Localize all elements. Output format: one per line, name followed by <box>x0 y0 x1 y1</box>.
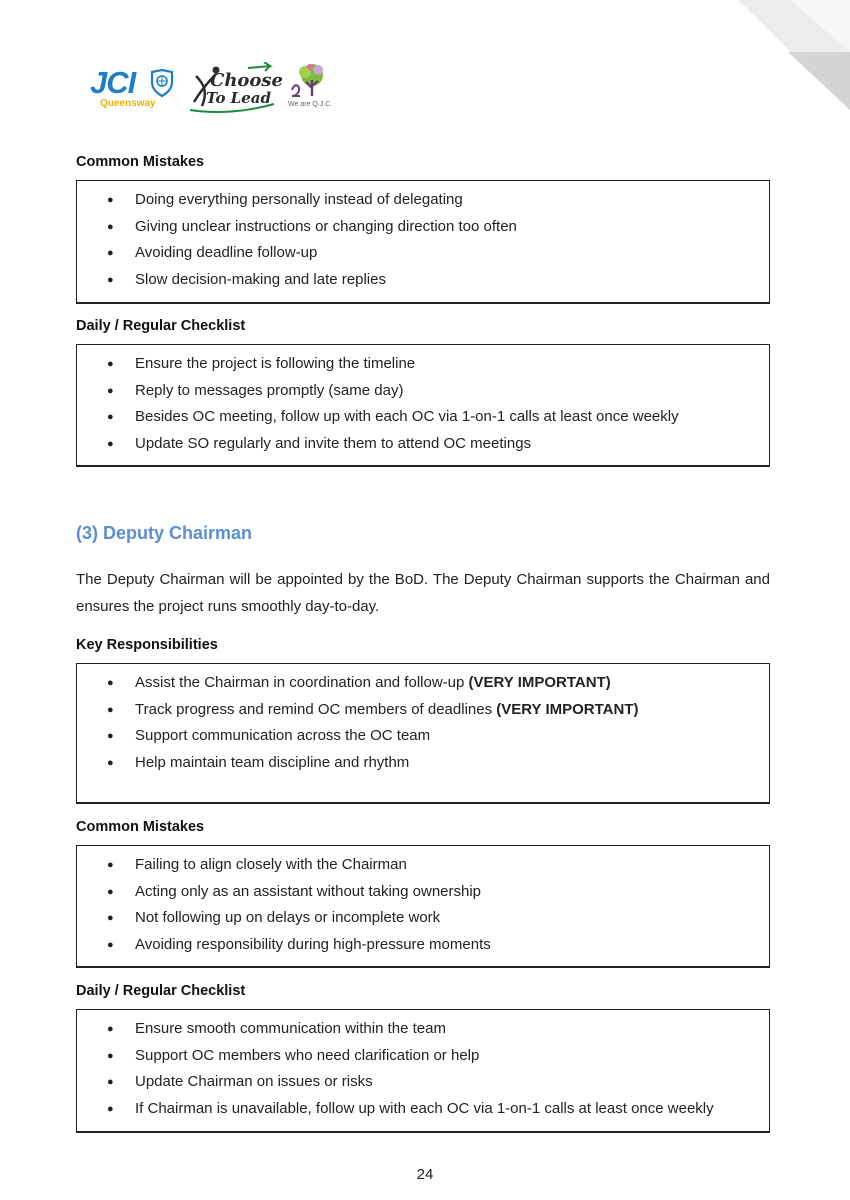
item-text: Track progress and remind OC members of deadlines <box>135 700 497 718</box>
list-item: ● Doing everything personally instead of delegating <box>107 187 517 214</box>
list-item: ● Update SO regularly and invite them to attend OC meetings <box>107 431 679 458</box>
choose-logo-line2: To Lead <box>206 89 271 107</box>
page-number: 24 <box>416 1166 434 1183</box>
list-item: ● Not following up on delays or incomplete work <box>107 905 491 932</box>
list-item: ● Acting only as an assistant without taking ownership <box>107 879 491 906</box>
common-mistakes-box <box>76 180 770 304</box>
checklist-heading: Daily / Regular Checklist <box>76 983 246 999</box>
list-item: ● Avoiding responsibility during high-pressure moments <box>107 932 491 959</box>
choose-logo-line1: Choose <box>210 70 284 91</box>
tree-logo <box>288 62 334 114</box>
key-responsibilities-list <box>107 670 639 777</box>
item-emphasis: (VERY IMPORTANT) <box>496 700 639 718</box>
item-text: Assist the Chairman in coordination and follow-up <box>135 674 469 691</box>
checklist-list <box>107 351 679 458</box>
choose-to-lead-logo <box>186 62 286 114</box>
jci-logo-subtitle: Queensway <box>100 98 156 109</box>
list-item: ● Reply to messages promptly (same day) <box>107 378 679 405</box>
key-responsibilities-box <box>76 663 770 804</box>
list-item <box>107 670 639 697</box>
section-heading: (3) Deputy Chairman <box>76 523 253 543</box>
jci-logo <box>90 63 182 113</box>
checklist-box <box>76 1009 770 1133</box>
header-logos <box>90 62 334 114</box>
jci-shield-icon <box>150 69 174 97</box>
item-emphasis: (VERY IMPORTANT) <box>468 674 611 691</box>
list-item: ● Failing to align closely with the Chairman <box>107 852 491 879</box>
list-item <box>107 750 639 777</box>
checklist-heading: Daily / Regular Checklist <box>76 318 246 334</box>
common-mistakes-heading: Common Mistakes <box>76 819 205 835</box>
checklist-list <box>107 1016 714 1123</box>
list-item: ● If Chairman is unavailable, follow up with each OC via 1-on-1 calls at least once weekly <box>107 1096 714 1123</box>
common-mistakes-box <box>76 845 770 968</box>
common-mistakes-list <box>107 187 517 294</box>
jci-logo-text: JCI <box>90 65 136 100</box>
checklist-box <box>76 344 770 467</box>
list-item: ● Ensure the project is following the timeline <box>107 351 679 378</box>
tree-logo-caption: We are Q.J.C. <box>288 101 333 108</box>
common-mistakes-list <box>107 852 491 959</box>
list-item: ● Besides OC meeting, follow up with each OC via 1-on-1 calls at least once weekly <box>107 404 679 431</box>
tree-icon <box>288 62 334 102</box>
list-item <box>107 723 639 750</box>
list-item: ● Support OC members who need clarification or help <box>107 1043 714 1070</box>
common-mistakes-heading: Common Mistakes <box>76 154 205 170</box>
list-item: ● Slow decision-making and late replies <box>107 267 517 294</box>
item-text: Help maintain team discipline and rhythm <box>135 754 410 772</box>
key-responsibilities-heading: Key Responsibilities <box>76 637 218 653</box>
list-item <box>107 697 639 724</box>
list-item: ● Update Chairman on issues or risks <box>107 1069 714 1096</box>
item-text: Support communication across the OC team <box>135 727 431 745</box>
list-item: ● Avoiding deadline follow-up <box>107 240 517 267</box>
section-paragraph: The Deputy Chairman will be appointed by the BoD. The Deputy Chairman supports the Chairman and ensures the project runs smoothly day-to-day. <box>76 571 770 615</box>
corner-decoration <box>738 0 850 110</box>
list-item: ● Ensure smooth communication within the team <box>107 1016 714 1043</box>
list-item: ● Giving unclear instructions or changing direction too often <box>107 214 517 241</box>
